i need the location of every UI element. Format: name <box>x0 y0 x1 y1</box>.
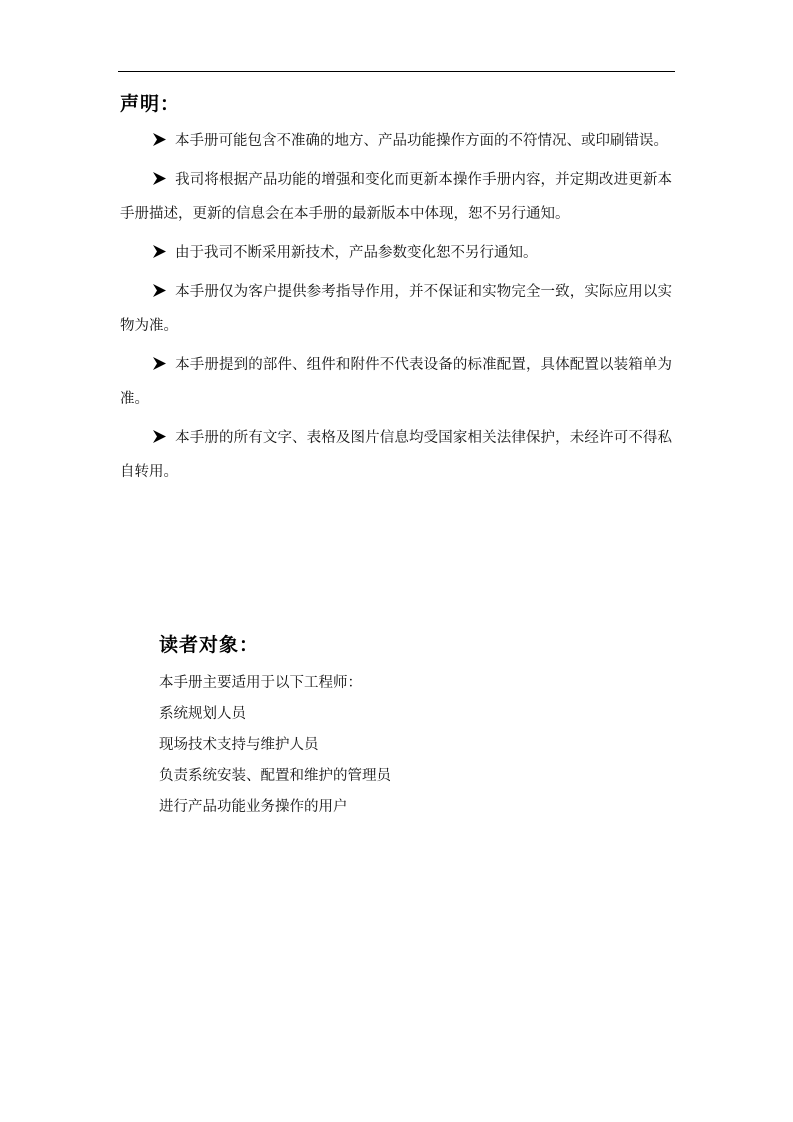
audience-list <box>159 668 391 823</box>
statement-text: 由于我司不断采用新技术，产品参数变化恕不另行通知。 <box>175 245 538 261</box>
statement-text: 本手册仅为客户提供参考指导作用，并不保证和实物完全一致，实际应用以实物为准。 <box>120 284 672 334</box>
arrowhead-bullet-icon <box>152 356 167 371</box>
statement-item <box>120 236 672 270</box>
audience-role: 系统规划人员 <box>159 706 246 722</box>
audience-heading: 读者对象： <box>159 634 260 656</box>
arrowhead-bullet-icon <box>152 283 167 298</box>
audience-intro: 本手册主要适用于以下工程师： <box>159 675 362 691</box>
statement-list <box>120 124 672 494</box>
arrowhead-bullet-icon <box>152 132 167 147</box>
audience-role: 进行产品功能业务操作的用户 <box>159 799 348 815</box>
header-rule <box>118 71 675 72</box>
statement-heading: 声明： <box>120 93 181 115</box>
audience-role: 负责系统安装、配置和维护的管理员 <box>159 768 391 784</box>
arrowhead-bullet-icon <box>152 429 167 444</box>
statement-item <box>120 124 672 158</box>
statement-text: 本手册的所有文字、表格及图片信息均受国家相关法律保护，未经许可不得私自转用。 <box>120 430 672 480</box>
statement-text: 本手册可能包含不准确的地方、产品功能操作方面的不符情况、或印刷错误。 <box>175 133 668 149</box>
statement-text: 本手册提到的部件、组件和附件不代表设备的标准配置，具体配置以装箱单为准。 <box>120 357 672 407</box>
audience-role: 现场技术支持与维护人员 <box>159 737 319 753</box>
statement-item <box>120 275 672 343</box>
arrowhead-bullet-icon <box>152 171 167 186</box>
statement-text: 我司将根据产品功能的增强和变化而更新本操作手册内容，并定期改进更新本手册描述，更新的信息会在本手册的最新版本中体现，恕不另行通知。 <box>120 172 672 222</box>
arrowhead-bullet-icon <box>152 244 167 259</box>
statement-item <box>120 348 672 416</box>
statement-item <box>120 421 672 489</box>
statement-item <box>120 163 672 231</box>
